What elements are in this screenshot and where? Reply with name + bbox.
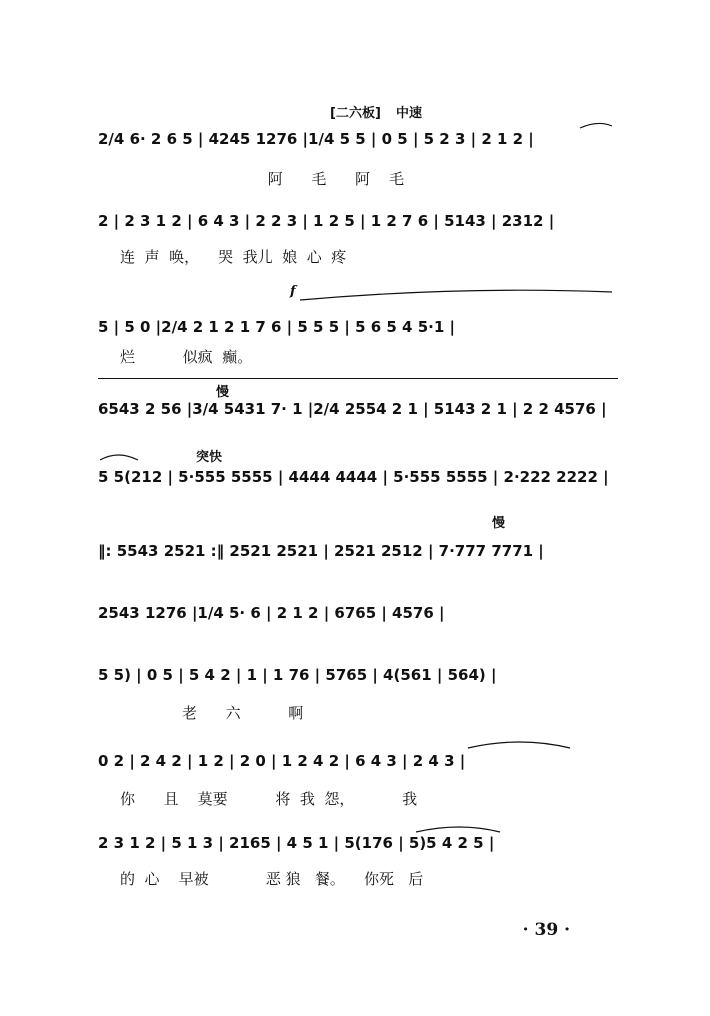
banzhi-label: [二六板] xyxy=(330,106,381,121)
score-system-5-notes: 5 5(212 | 5·555 5555 | 4444 4444 | 5·555 5555 | 2·222 2222 | xyxy=(98,468,609,486)
score-system-7-notes: 2543 1276 |1/4 5· 6 | 2 1 2 | 6765 | 4576 | xyxy=(98,604,445,622)
score-system-9-lyrics: 你 且 莫要 将 我 怨， 我 xyxy=(120,790,418,808)
tempo-label: 中速 xyxy=(396,106,423,121)
tempo-slow-mark-2: 慢 xyxy=(492,516,506,531)
score-system-2-notes: 2 | 2 3 1 2 | 6 4 3 | 2 2 3 | 1 2 5 | 1 2 7 6 | 5143 | 2312 | xyxy=(98,212,555,230)
score-system-9-notes: 0 2 | 2 4 2 | 1 2 | 2 0 | 1 2 4 2 | 6 4 3 | 2 4 3 | xyxy=(98,752,466,770)
page-number: · 39 · xyxy=(522,920,570,940)
score-system-8-lyrics: 老 六 啊 xyxy=(120,704,304,722)
score-system-1-notes: 2/4 6· 2 6 5 | 4245 1276 |1/4 5 5 | 0 5 | 5 2 3 | 2 1 2 | xyxy=(98,130,534,148)
score-system-8-notes: 5 5) | 0 5 | 5 4 2 | 1 | 1 76 | 5765 | 4(561 | 564) | xyxy=(98,666,497,684)
score-system-4-notes: 6543 2 56 |3/4 5431 7· 1 |2/4 2554 2 1 | 5143 2 1 | 2 2 4576 | xyxy=(98,400,607,418)
score-system-2-lyrics: 连 声 唤， 哭 我儿 娘 心 疼 xyxy=(120,248,347,266)
score-system-10-lyrics: 的 心 早被 恶 狼 餐。 你死 后 xyxy=(120,870,424,888)
score-system-6-notes: ‖: 5543 2521 :‖ 2521 2521 | 2521 2512 | 7·777 7771 | xyxy=(98,542,544,560)
tempo-sudden-fast-mark: 突快 xyxy=(196,450,223,465)
score-system-10-notes: 2 3 1 2 | 5 1 3 | 2165 | 4 5 1 | 5(176 | 5)5 4 2 5 | xyxy=(98,834,495,852)
score-system-3-lyrics: 烂 似疯 癫。 xyxy=(120,348,253,366)
score-system-1-lyrics: 阿 毛 阿 毛 xyxy=(120,170,405,188)
forte-mark: f xyxy=(290,284,296,299)
tempo-slow-mark-1: 慢 xyxy=(216,385,230,400)
score-system-3-notes: 5 | 5 0 |2/4 2 1 2 1 7 6 | 5 5 5 | 5 6 5 4 5·1 | xyxy=(98,318,455,336)
